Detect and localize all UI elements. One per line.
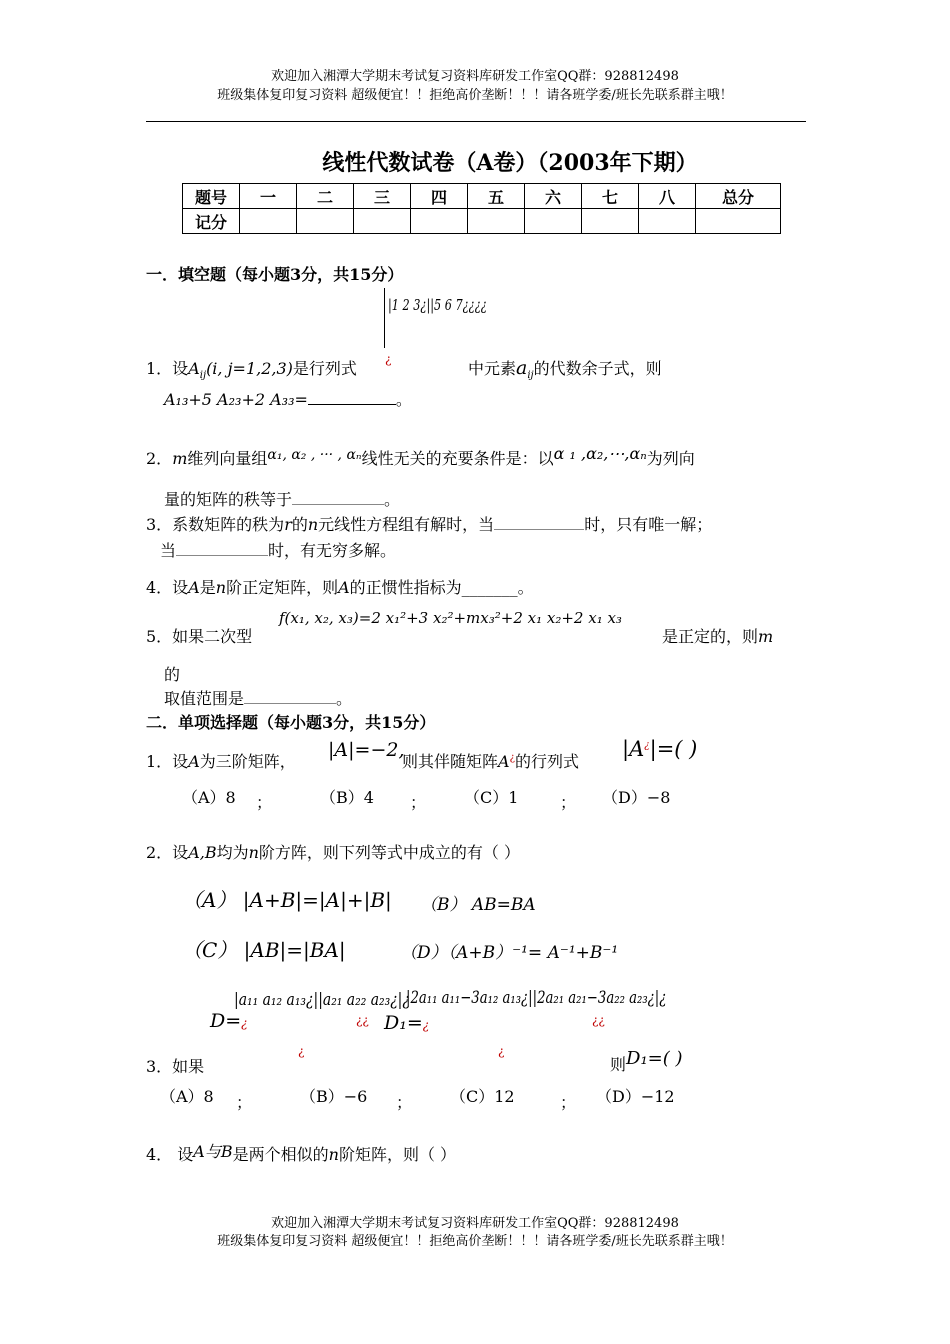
s2q3-D1-mark-2: ¿ xyxy=(498,1044,505,1058)
s2q4-text-a: 是两个相似的 xyxy=(232,1145,329,1164)
score-header-cell: 五 xyxy=(468,184,525,209)
s2q3-D1-tail: ¿¿ xyxy=(592,1013,605,1027)
s2q1-expr-mark: ¿ xyxy=(644,740,650,751)
q2-line1 xyxy=(146,446,695,469)
s2q2-option-a[interactable]: （A） |A+B|=|A|+|B| xyxy=(182,888,392,912)
q3-blank-2[interactable] xyxy=(176,555,268,556)
q2-prefix: 2． xyxy=(146,449,173,468)
s2q1-sep-3: ； xyxy=(560,793,577,812)
s2q2-option-c[interactable]: （C） |AB|=|BA| xyxy=(182,938,346,962)
q2-line2-text: 量的矩阵的秩等于 xyxy=(164,490,293,509)
s2q3-sep-1: ； xyxy=(236,1093,253,1112)
score-cell[interactable] xyxy=(297,209,354,234)
s2q1-sep-1: ； xyxy=(256,793,273,812)
header-line-1: 欢迎加入湘潭大学期末考试复习资料库研发工作室QQ群：928812498 xyxy=(271,69,679,84)
score-header-cell: 七 xyxy=(582,184,639,209)
q3-line2b: 时，有无穷多解。 xyxy=(268,541,397,560)
score-row-label: 记分 xyxy=(183,209,240,234)
s2q1-line xyxy=(146,749,296,772)
score-header-cell: 八 xyxy=(639,184,696,209)
score-cell[interactable] xyxy=(240,209,297,234)
q2-text-b: 线性无关的充要条件是：以 xyxy=(361,449,554,468)
s2q3-D1-mark: ¿ xyxy=(422,1018,430,1032)
s2q1-option-c[interactable]: （C）1 xyxy=(464,788,519,807)
score-cell[interactable] xyxy=(582,209,639,234)
q5-prefix: 5．如果二次型 xyxy=(146,627,253,646)
q3-n: n xyxy=(307,515,319,534)
score-cell[interactable] xyxy=(411,209,468,234)
s2q3-D-row: |a₁₁ a₁₂ a₁₃¿||a₂₁ a₂₂ a₂₃¿|¿ xyxy=(234,990,410,1010)
s2q3-prefix: 3．如果 xyxy=(146,1057,205,1076)
q1-text-a: 是行列式 xyxy=(292,359,357,378)
score-table xyxy=(182,183,781,234)
q1-text-b: 中元素 xyxy=(468,359,517,378)
score-header-cell: 总分 xyxy=(696,184,781,209)
score-header-cell: 题号 xyxy=(183,184,240,209)
score-header-cell: 三 xyxy=(354,184,411,209)
q1-aij-sub: ij xyxy=(199,370,207,382)
s2q1-prefix: 1．设 xyxy=(146,752,189,771)
page-title: 线性代数试卷（A卷）（2003年下期） xyxy=(322,150,698,176)
q1-elem: a xyxy=(516,357,528,379)
s2q2-n: n xyxy=(248,843,259,862)
s2q4-text-b: 阶矩阵，则（ ） xyxy=(338,1145,457,1164)
q3-line1 xyxy=(146,512,712,535)
q1-line1 xyxy=(146,356,357,381)
s2q3-text-a: 则 xyxy=(610,1055,627,1074)
score-header-cell: 二 xyxy=(297,184,354,209)
header-rule xyxy=(146,121,806,122)
q3-text-c: 时，只有唯一解； xyxy=(584,515,713,534)
q1-expr: A₁₃+5 A₂₃+2 A₃₃= xyxy=(164,390,308,409)
q3-text-a: 的 xyxy=(291,515,308,534)
s2q1-text-c: 的行列式 xyxy=(514,752,579,771)
s2q3-D-mark-2: ¿ xyxy=(298,1044,305,1058)
q5-line3-text: 取值范围是 xyxy=(164,689,245,708)
score-cell[interactable] xyxy=(696,209,781,234)
section1-heading: 一．填空题（每小题3分，共15分） xyxy=(146,265,404,284)
s2q2-text-a: 均为 xyxy=(216,843,249,862)
header-line-2: 班级集体复印复习资料 超级便宜！！拒绝高价垄断！！！请各班学委/班长先联系群主哦！ xyxy=(217,88,733,103)
q5-m: m xyxy=(758,627,774,646)
score-header-cell: 四 xyxy=(411,184,468,209)
s2q1-adj: A xyxy=(498,752,510,771)
s2q1-det: |A|=−2, xyxy=(328,739,405,761)
score-header-cell: 一 xyxy=(240,184,297,209)
q3-text-b: 元线性方程组有解时，当 xyxy=(318,515,495,534)
q1-text-c: 的代数余子式，则 xyxy=(533,359,662,378)
s2q2-prefix: 2．设 xyxy=(146,843,189,862)
s2q3-D-label-text: D= xyxy=(210,1010,242,1032)
q2-line2 xyxy=(164,487,400,510)
s2q2-option-b[interactable]: （B） AB=BA xyxy=(420,895,536,915)
section2-heading: 二．单项选择题（每小题3分，共15分） xyxy=(146,713,436,732)
score-table-header-row xyxy=(183,184,781,209)
q4-A: A xyxy=(188,578,200,597)
s2q3-option-a[interactable]: （A）8 xyxy=(160,1087,214,1106)
q4-text-b: 阶正定矩阵，则 xyxy=(226,578,339,597)
s2q1-text-a: 为三阶矩阵， xyxy=(199,752,296,771)
q3-prefix: 3．系数矩阵的秩为 xyxy=(146,515,285,534)
q1-det-mark: ¿ xyxy=(385,352,392,366)
q1-args: (i, j=1,2,3) xyxy=(206,359,293,378)
q1-line1b xyxy=(468,356,662,381)
s2q4-line xyxy=(146,1142,456,1165)
q2-vecs2: α ₁ ,α₂,⋯,αₙ xyxy=(553,444,647,463)
q3-blank-1[interactable] xyxy=(494,529,584,530)
s2q3-D-label xyxy=(210,1010,248,1032)
determinant-bar xyxy=(384,288,385,348)
s2q1-option-b[interactable]: （B）4 xyxy=(320,788,374,807)
q2-vecs: α₁, α₂ , ··· , αₙ xyxy=(267,447,362,463)
q4-prefix: 4．设 xyxy=(146,578,189,597)
q4-text-a: 是 xyxy=(199,578,216,597)
s2q3-D-mark: ¿ xyxy=(241,1016,248,1030)
q2-text-a: 维列向量组 xyxy=(187,449,268,468)
q4-A2: A xyxy=(338,578,350,597)
q1-line2 xyxy=(164,387,412,410)
q5-end: 。 xyxy=(336,689,353,708)
s2q1-line-b xyxy=(402,749,579,772)
score-cell[interactable] xyxy=(639,209,696,234)
s2q1-expr-a: |A xyxy=(622,737,645,761)
score-header-cell: 六 xyxy=(525,184,582,209)
q5-text-a-wrap xyxy=(662,624,773,647)
s2q1-A: A xyxy=(188,752,200,771)
score-cell[interactable] xyxy=(525,209,582,234)
footer-line-2: 班级集体复印复习资料 超级便宜！！拒绝高价垄断！！！请各班学委/班长先联系群主哦！ xyxy=(217,1234,733,1249)
s2q3-option-b[interactable]: （B）−6 xyxy=(300,1087,368,1106)
s2q3-option-c[interactable]: （C）12 xyxy=(450,1087,515,1106)
q2-m: m xyxy=(172,449,188,468)
score-cell[interactable] xyxy=(468,209,525,234)
s2q3-D1-label xyxy=(384,1012,429,1034)
q3-line2a: 当 xyxy=(160,541,177,560)
s2q2-AB: A,B xyxy=(188,843,217,862)
s2q3-D1-row: |2a₁₁ a₁₁−3a₁₂ a₁₃¿||2a₂₁ a₂₁−3a₂₂ a₂₃¿|¿ xyxy=(406,988,667,1008)
s2q3-sep-3: ； xyxy=(560,1093,577,1112)
q5-text-a: 是正定的，则 xyxy=(662,627,759,646)
s2q1-sep-2: ； xyxy=(410,793,427,812)
s2q3-tail xyxy=(610,1048,683,1075)
s2q3-option-d[interactable]: （D）−12 xyxy=(596,1087,675,1106)
q2-answer-blank[interactable] xyxy=(292,504,384,505)
s2q3-D-tail: ¿¿ xyxy=(356,1013,369,1027)
s2q1-option-a[interactable]: （A）8 xyxy=(182,788,236,807)
s2q2-option-d[interactable]: （D）（A+B）⁻¹= A⁻¹+B⁻¹ xyxy=(400,943,619,963)
q4-text-c: 的正惯性指标为_______。 xyxy=(349,578,534,597)
q4-line xyxy=(146,575,534,598)
q1-end: 。 xyxy=(395,390,412,409)
s2q2-text-b: 阶方阵，则下列等式中成立的有（ ） xyxy=(258,843,521,862)
s2q4-prefix: 4． 设 xyxy=(146,1145,194,1164)
q2-text-c: 为列向 xyxy=(646,449,695,468)
q1-prefix: 1．设 xyxy=(146,359,189,378)
q1-determinant-garbled: |1 2 3¿||5 6 7¿¿¿¿ xyxy=(388,296,487,314)
s2q3-sep-2: ； xyxy=(396,1093,413,1112)
q2-end: 。 xyxy=(384,490,401,509)
q5-line3 xyxy=(164,686,352,709)
score-table-score-row xyxy=(183,209,781,234)
s2q1-expr xyxy=(622,737,697,761)
q1-aij: A xyxy=(188,359,200,378)
q3-r: r xyxy=(284,515,292,534)
q1-elem-sub: ij xyxy=(527,370,534,382)
q5-answer-blank[interactable] xyxy=(244,703,336,704)
q3-line2 xyxy=(160,538,396,561)
q4-n: n xyxy=(215,578,227,597)
s2q1-option-d[interactable]: （D）−8 xyxy=(602,788,671,807)
s2q2-line xyxy=(146,840,520,863)
q5-line2: 的 xyxy=(164,665,181,684)
s2q1-expr-end: |=( ) xyxy=(649,737,698,761)
footer-line-1: 欢迎加入湘潭大学期末考试复习资料库研发工作室QQ群：928812498 xyxy=(271,1216,679,1231)
s2q3-D1-label-text: D₁= xyxy=(384,1012,423,1034)
s2q4-n: n xyxy=(328,1145,339,1164)
s2q1-adj-mark: ¿ xyxy=(509,752,515,764)
q1-answer-blank[interactable] xyxy=(308,404,396,405)
s2q4-AB: A与B xyxy=(193,1142,233,1161)
s2q3-expr: D₁=( ) xyxy=(626,1048,683,1069)
s2q1-text-b: 则其伴随矩阵 xyxy=(402,752,499,771)
score-cell[interactable] xyxy=(354,209,411,234)
q5-expr: f(x₁, x₂, x₃)=2 x₁²+3 x₂²+mx₃²+2 x₁ x₂+2 x₁ x₃ xyxy=(279,609,622,627)
